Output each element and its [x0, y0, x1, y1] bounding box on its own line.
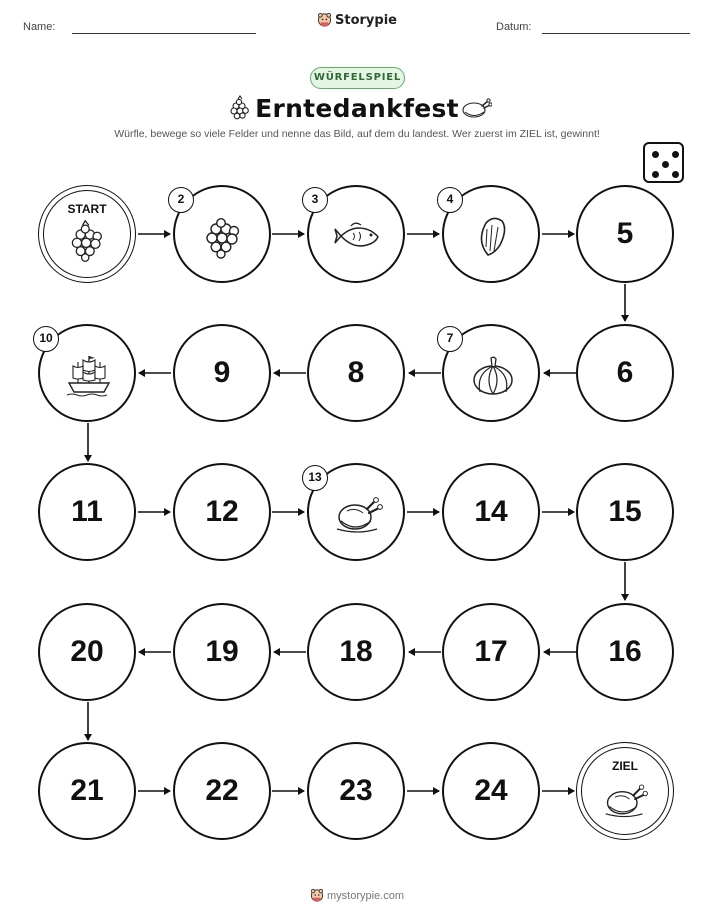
seed-icon	[468, 211, 518, 261]
cell-number-badge: 3	[302, 187, 328, 213]
brand-name: Storypie	[335, 13, 397, 28]
date-label: Datum:	[496, 21, 532, 33]
board-cell-7	[442, 324, 540, 422]
name-label: Name:	[23, 21, 56, 33]
cell-number: 21	[70, 774, 104, 807]
board-cell-13	[307, 463, 405, 561]
board-cell-21	[38, 742, 136, 840]
board-cell-14	[442, 463, 540, 561]
footer	[0, 888, 714, 902]
roast-turkey-icon	[599, 777, 651, 823]
raspberry-icon	[65, 218, 111, 264]
board-cell-3	[307, 185, 405, 283]
board-cell-23	[307, 742, 405, 840]
board-cell-12	[173, 463, 271, 561]
board-cell-16	[576, 603, 674, 701]
cell-number-badge: 13	[302, 465, 328, 491]
goal-label: ZIEL	[612, 759, 638, 773]
pumpkin-icon	[468, 350, 518, 400]
board-cell-4	[442, 185, 540, 283]
page-title: Erntedankfest	[255, 94, 459, 123]
cell-number: 5	[616, 217, 634, 250]
board-cell-9	[173, 324, 271, 422]
cell-number: 14	[474, 495, 508, 528]
board-cell-5	[576, 185, 674, 283]
cell-number: 12	[205, 495, 239, 528]
board-cell-11	[38, 463, 136, 561]
cell-number: 20	[70, 635, 104, 668]
cell-number: 17	[474, 635, 508, 668]
cell-number: 16	[608, 635, 642, 668]
fish-icon	[333, 211, 383, 261]
cell-number: 19	[205, 635, 239, 668]
cell-number-badge: 2	[168, 187, 194, 213]
cell-number: 6	[616, 356, 634, 389]
start-label: START	[67, 202, 107, 216]
ship-icon	[64, 350, 114, 400]
roast-turkey-icon	[333, 489, 383, 539]
board-cell-20	[38, 603, 136, 701]
board-cell-goal	[576, 742, 674, 840]
board-cell-19	[173, 603, 271, 701]
cell-number-badge: 4	[437, 187, 463, 213]
board-cell-start	[38, 185, 136, 283]
board-cell-8	[307, 324, 405, 422]
board-cell-17	[442, 603, 540, 701]
board-cell-2	[173, 185, 271, 283]
cell-number: 8	[347, 356, 365, 389]
cell-number: 9	[213, 356, 231, 389]
board-cell-6	[576, 324, 674, 422]
footer-url[interactable]: mystorypie.com	[326, 890, 405, 902]
board-cell-18	[307, 603, 405, 701]
raspberry-icon	[199, 211, 249, 261]
board-cell-22	[173, 742, 271, 840]
cell-number-badge: 7	[437, 326, 463, 352]
board-cell-15	[576, 463, 674, 561]
cell-number: 18	[339, 635, 373, 668]
cell-number: 22	[205, 774, 239, 807]
cell-number-badge: 10	[33, 326, 59, 352]
cell-number: 15	[608, 495, 642, 528]
cell-number: 24	[474, 774, 508, 807]
cell-number: 23	[339, 774, 373, 807]
board-cell-10	[38, 324, 136, 422]
instructions: Würfle, bewege so viele Felder und nenne das Bild, auf dem du landest. Wer zuerst im ZIEL ist, gewinnt!	[114, 128, 600, 140]
board-cell-24	[442, 742, 540, 840]
storypie-logo-icon	[310, 888, 324, 902]
category-badge: WÜRFELSPIEL	[310, 67, 405, 89]
cell-number: 11	[71, 495, 103, 528]
